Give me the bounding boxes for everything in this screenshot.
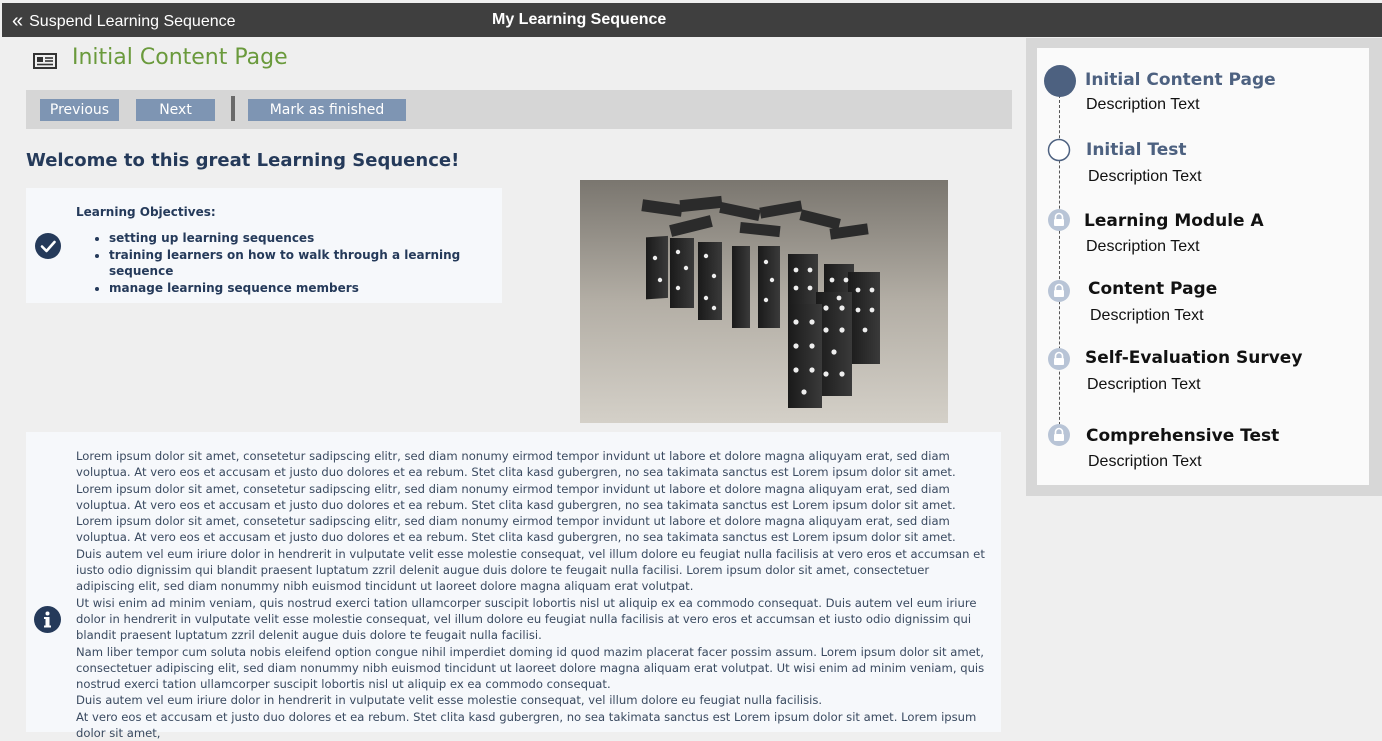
step-learning-module-a[interactable]: Learning Module A	[1084, 211, 1264, 231]
step-initial-content-page[interactable]: Initial Content Page	[1085, 70, 1276, 90]
content-text-box	[26, 432, 1001, 741]
objectives-list	[84, 230, 502, 296]
step-description: Description Text	[1088, 168, 1202, 185]
lock-icon	[1048, 280, 1070, 302]
check-circle-icon	[35, 233, 61, 259]
filled-circle-icon	[1043, 64, 1077, 98]
next-button[interactable]: Next	[136, 99, 215, 121]
step-description: Description Text	[1086, 96, 1200, 113]
step-description: Description Text	[1086, 238, 1200, 255]
paragraph: Duis autem vel eum iriure dolor in hendrerit in vulputate velit esse molestie consequat, vel illum dolore eu feugiat nulla facilisis.	[76, 693, 823, 708]
suspend-sequence-button[interactable]	[12, 3, 236, 37]
paragraph: Nam liber tempor cum soluta nobis eleifend option congue nihil imperdiet doming id quod mazim placerat facer possim assum. Lorem ipsum dolor sit amet, consectetuer adipiscing elit, sed diam nonummy nibh euismod tincidunt ut laoreet dolore magna aliquam erat volutpat. Ut wisi enim ad minim veniam, quis nostrud exerci tation ullamcorper suscipit lobortis nisl ut aliquip ex ea commodo consequat.	[76, 644, 985, 692]
content-body	[76, 448, 991, 741]
step-description: Description Text	[1088, 453, 1202, 470]
open-circle-icon	[1047, 138, 1071, 162]
content-heading: Welcome to this great Learning Sequence!	[26, 150, 460, 171]
top-bar	[2, 3, 1382, 37]
objective-item: • manage learning sequence members	[109, 280, 502, 297]
toolbar-divider	[231, 96, 235, 121]
lock-icon	[1048, 348, 1070, 370]
suspend-label: Suspend Learning Sequence	[29, 13, 236, 30]
paragraph: Ut wisi enim ad minim veniam, quis nostrud exerci tation ullamcorper suscipit lobortis nisl ut aliquip ex ea commodo consequat. Duis autem vel eum iriure dolor in hendrerit in vulputate velit esse molestie consequat, vel illum dolore eu feugiat nulla facilisis at vero eros et accumsan et iusto odio dignissim qui blandit praesent luptatum zzril delenit augue duis dolore te feugait nulla facilisi.	[76, 595, 977, 643]
paragraph: Duis autem vel eum iriure dolor in hendrerit in vulputate velit esse molestie consequat, vel illum dolore eu feugiat nulla facilisis at vero eros et accumsan et iusto odio dignissim qui blandit praesent luptatum zzril delenit augue duis dolore te feugait nulla facilisi. Lorem ipsum dolor sit amet, consectetuer adipiscing elit, sed diam nonummy nibh euismod tincidunt ut laoreet dolore magna aliquam erat volutpat.	[76, 546, 985, 594]
step-initial-test[interactable]: Initial Test	[1086, 140, 1187, 160]
lock-icon	[1048, 209, 1070, 231]
paragraph: At vero eos et accusam et justo duo dolores et ea rebum. Stet clita kasd gubergren, no sea takimata sanctus est Lorem ipsum dolor sit amet. Lorem ipsum dolor sit amet,	[76, 709, 977, 741]
info-circle-icon	[34, 606, 61, 633]
objectives-heading: Learning Objectives:	[76, 205, 216, 219]
step-description: Description Text	[1087, 376, 1201, 393]
double-chevron-left-icon: «	[12, 10, 24, 32]
objective-item: • training learners on how to walk through a learning sequence	[109, 247, 502, 280]
step-comprehensive-test[interactable]: Comprehensive Test	[1086, 426, 1280, 446]
step-content-page[interactable]: Content Page	[1088, 279, 1218, 299]
sequence-title: My Learning Sequence	[492, 11, 667, 28]
learning-objectives-box	[26, 188, 502, 303]
previous-button[interactable]: Previous	[40, 99, 119, 121]
newspaper-icon	[33, 53, 57, 69]
step-self-evaluation-survey[interactable]: Self-Evaluation Survey	[1085, 348, 1303, 368]
objective-item: • setting up learning sequences	[109, 230, 502, 247]
dominoes-photo	[580, 180, 948, 423]
mark-as-finished-button[interactable]: Mark as finished	[248, 99, 406, 121]
toolbar	[26, 90, 1012, 129]
page-title: Initial Content Page	[72, 45, 288, 70]
paragraph: Lorem ipsum dolor sit amet, consetetur sadipscing elitr, sed diam nonumy eirmod tempor invidunt ut labore et dolore magna aliquyam erat, sed diam voluptua. At vero eos et accusam et justo duo dolores et ea rebum. Stet clita kasd gubergren, no sea takimata sanctus est Lorem ipsum dolor sit amet. Lorem ipsum dolor sit amet, consetetur sadipscing elitr, sed diam nonumy eirmod tempor invidunt ut labore et dolore magna aliquyam erat, sed diam voluptua. At vero eos et accusam et justo duo dolores et ea rebum. Stet clita kasd gubergren, no sea takimata sanctus est Lorem ipsum dolor sit amet. Lorem ipsum dolor sit amet, consetetur sadipscing elitr, sed diam nonumy eirmod tempor invidunt ut labore et dolore magna aliquyam erat, sed diam voluptua. At vero eos et accusam et justo duo dolores et ea rebum. Stet clita kasd gubergren, no sea takimata sanctus est Lorem ipsum dolor sit amet.	[76, 449, 956, 545]
lock-icon	[1048, 424, 1070, 446]
step-description: Description Text	[1090, 307, 1204, 324]
